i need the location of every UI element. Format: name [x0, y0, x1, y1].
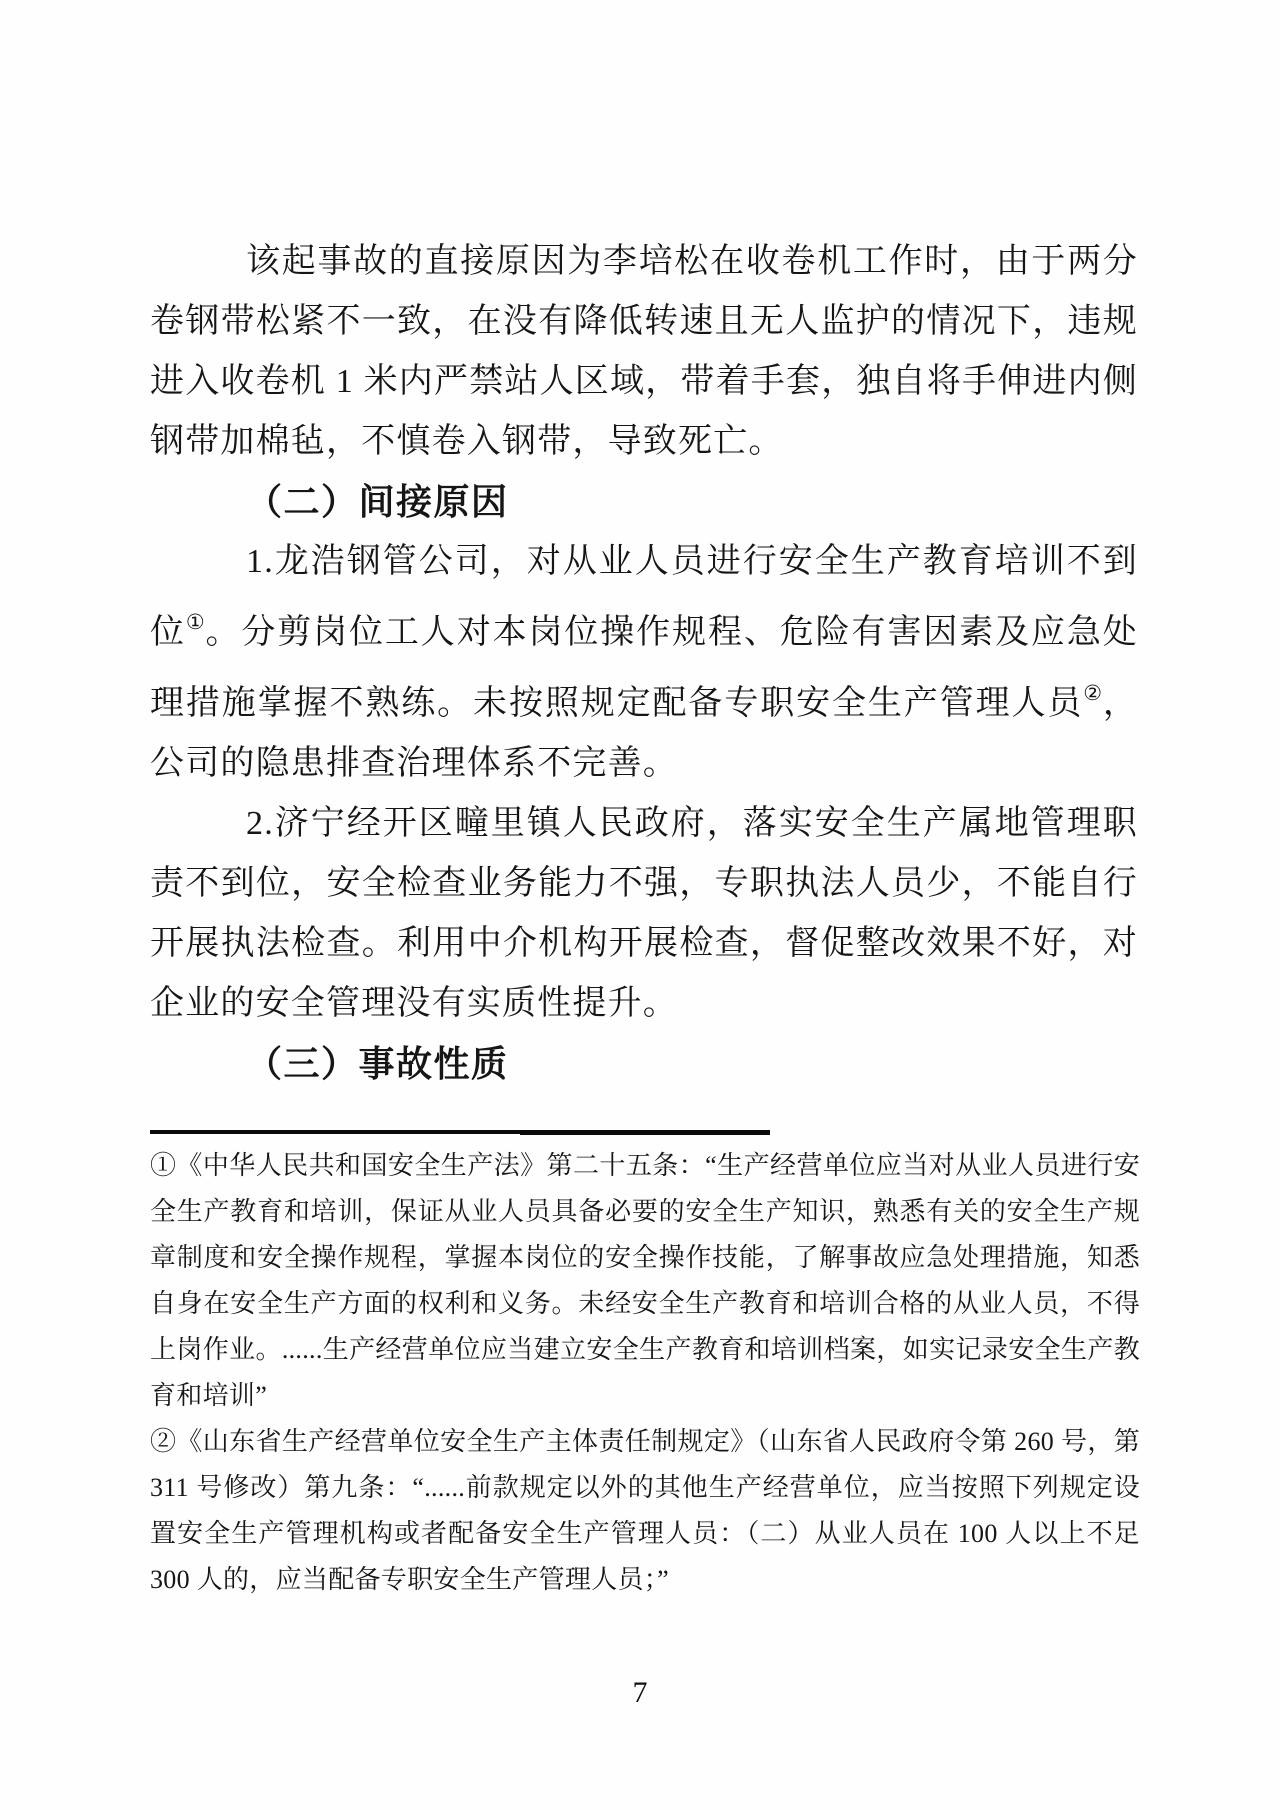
body-paragraph — [150, 232, 1138, 472]
body-paragraph — [150, 794, 1138, 1034]
text-run: 2.济宁经开区疃里镇人民政府，落实安全生产属地管理职责不到位，安全检查业务能力不强，专职执法人员少，不能自行开展执法检查。利用中介机构开展检查，督促整改效果不好，对企业的安全管理没有实质性提升。 — [150, 805, 1138, 1022]
section-heading — [150, 472, 1138, 532]
footnote-marker: ① — [185, 610, 206, 634]
footnote-separator — [150, 1130, 770, 1134]
body-text — [150, 232, 1138, 1094]
footnote: ②《山东省生产经营单位安全生产主体责任制规定》（山东省人民政府令第 260 号，第 311 号修改）第九条：“......前款规定以外的其他生产经营单位，应当按照下列规定设置安全生产管理机构或者配备安全生产管理人员：（二）从业人员在 100 人以上不足 300 人的，应当配备专职安全生产管理人员；” — [150, 1427, 1140, 1594]
body-paragraph — [150, 532, 1138, 794]
footnotes-list — [150, 1143, 1140, 1603]
text-run: （三）事故性质 — [246, 1044, 509, 1084]
text-run: ，公司的隐患排查治理体系不完善。 — [150, 685, 1139, 782]
text-run: 1.龙浩钢管公司，对从业人员进行安全生产教育培训不到位 — [150, 543, 1138, 651]
text-run: 该起事故的直接原因为李培松在收卷机工作时，由于两分卷钢带松紧不一致，在没有降低转速且无人监护的情况下，违规进入收卷机 1 米内严禁站人区域，带着手套，独自将手伸进内侧钢带加棉毡，不慎卷入钢带，导致死亡。 — [150, 243, 1138, 460]
page-number: 7 — [632, 1676, 648, 1709]
footnote: ①《中华人民共和国安全生产法》第二十五条：“生产经营单位应当对从业人员进行安全生产教育和培训，保证从业人员具备必要的安全生产知识，熟悉有关的安全生产规章制度和安全操作规程，掌握本岗位的安全操作技能，了解事故应急处理措施，知悉自身在安全生产方面的权利和义务。未经安全生产教育和培训合格的从业人员，不得上岗作业。......生产经营单位应当建立安全生产教育和培训档案，如实记录安全生产教育和培训” — [150, 1151, 1140, 1410]
footnote-marker: ② — [1083, 681, 1103, 705]
text-run: （二）间接原因 — [246, 482, 509, 522]
text-run: 。分剪岗位工人对本岗位操作规程、危险有害因素及应急处理措施掌握不熟练。未按照规定配备专职安全生产管理人员 — [150, 614, 1139, 722]
section-heading — [150, 1034, 1138, 1094]
